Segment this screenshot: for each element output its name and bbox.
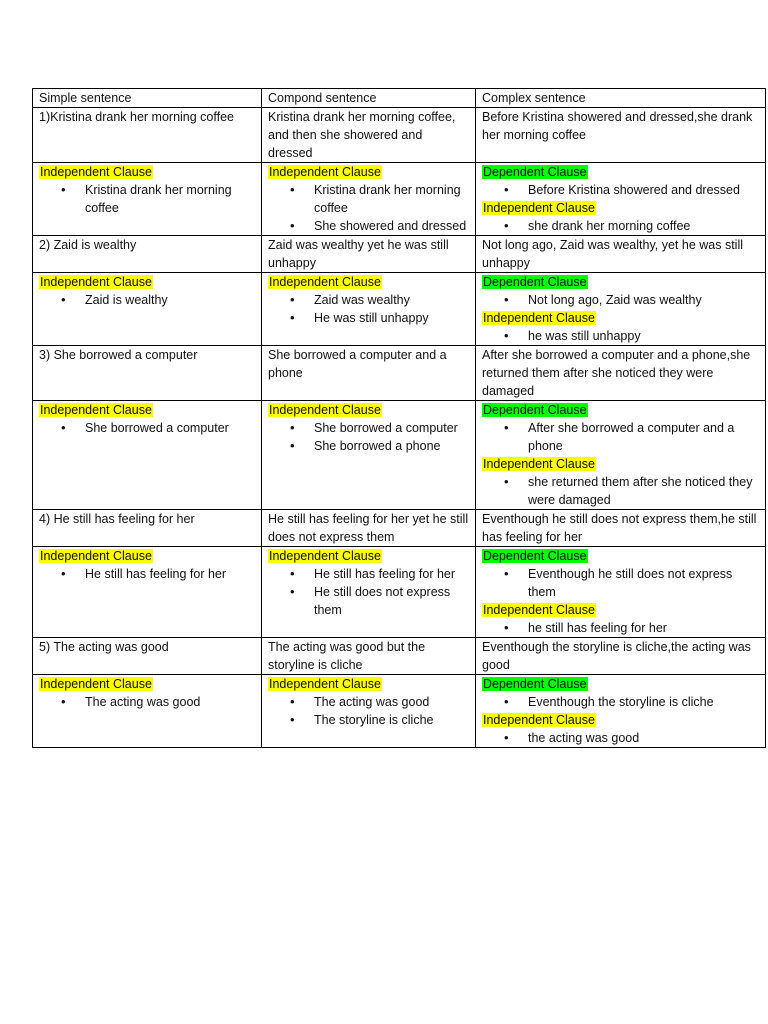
clause-item: • She borrowed a computer — [314, 419, 470, 437]
clause-item: • Kristina drank her morning coffee — [85, 181, 256, 217]
clause-item: • she returned them after she noticed they were damaged — [528, 473, 760, 509]
clause-item: • he still has feeling for her — [528, 619, 760, 637]
clause-item: • He still has feeling for her — [314, 565, 470, 583]
independent-clause-label — [482, 455, 760, 473]
clause-row — [33, 675, 766, 748]
clause-item: • Zaid was wealthy — [314, 291, 470, 309]
independent-clause-label — [39, 401, 256, 419]
header-row — [33, 89, 766, 108]
clause-item: • The acting was good — [85, 693, 256, 711]
compound-clauses-cell — [262, 675, 476, 748]
compound-clauses-cell — [262, 547, 476, 638]
header-compound: Compond sentence — [262, 89, 476, 108]
independent-clause-highlight: Independent Clause — [269, 275, 381, 289]
clause-list — [268, 181, 470, 235]
clause-item: • The acting was good — [314, 693, 470, 711]
clause-row — [33, 401, 766, 510]
clause-list — [482, 181, 760, 199]
independent-clause-highlight: Independent Clause — [483, 311, 595, 325]
dependent-clause-label — [482, 401, 760, 419]
clause-list — [39, 291, 256, 309]
clause-item: • he was still unhappy — [528, 327, 760, 345]
clause-item: • Zaid is wealthy — [85, 291, 256, 309]
clause-item: • Eventhough the storyline is cliche — [528, 693, 760, 711]
complex-clauses-cell — [476, 163, 766, 236]
independent-clause-label — [39, 675, 256, 693]
clause-item: • she drank her morning coffee — [528, 217, 760, 235]
independent-clause-label — [268, 163, 470, 181]
independent-clause-label — [39, 163, 256, 181]
dependent-clause-highlight: Dependent Clause — [483, 677, 587, 691]
compound-sentence-cell: The acting was good but the storyline is cliche — [262, 638, 476, 675]
simple-clauses-cell — [33, 547, 262, 638]
complex-clauses-cell — [476, 401, 766, 510]
complex-clauses-cell — [476, 273, 766, 346]
clause-list — [39, 181, 256, 217]
clause-list — [482, 473, 760, 509]
clause-item: • Eventhough he still does not express them — [528, 565, 760, 601]
independent-clause-highlight: Independent Clause — [483, 603, 595, 617]
clause-list — [39, 565, 256, 583]
clause-item: • He still has feeling for her — [85, 565, 256, 583]
compound-sentence-cell: Kristina drank her morning coffee, and then she showered and dressed — [262, 108, 476, 163]
clause-item: • The storyline is cliche — [314, 711, 470, 729]
clause-item: • Before Kristina showered and dressed — [528, 181, 760, 199]
sentence-row — [33, 236, 766, 273]
sentence-row — [33, 346, 766, 401]
compound-clauses-cell — [262, 163, 476, 236]
clause-list — [482, 291, 760, 309]
compound-sentence-cell: She borrowed a computer and a phone — [262, 346, 476, 401]
clause-list — [39, 419, 256, 437]
simple-sentence-cell: 4) He still has feeling for her — [33, 510, 262, 547]
complex-sentence-cell: Before Kristina showered and dressed,she drank her morning coffee — [476, 108, 766, 163]
complex-sentence-cell: Eventhough the storyline is cliche,the acting was good — [476, 638, 766, 675]
independent-clause-highlight: Independent Clause — [40, 403, 152, 417]
independent-clause-highlight: Independent Clause — [483, 457, 595, 471]
simple-sentence-cell: 5) The acting was good — [33, 638, 262, 675]
sentence-row — [33, 510, 766, 547]
clause-item: • After she borrowed a computer and a phone — [528, 419, 760, 455]
clause-list — [39, 693, 256, 711]
compound-clauses-cell — [262, 273, 476, 346]
simple-sentence-cell: 1)Kristina drank her morning coffee — [33, 108, 262, 163]
dependent-clause-label — [482, 163, 760, 181]
independent-clause-label — [482, 711, 760, 729]
clause-list — [268, 419, 470, 455]
complex-clauses-cell — [476, 675, 766, 748]
independent-clause-highlight: Independent Clause — [269, 549, 381, 563]
independent-clause-highlight: Independent Clause — [40, 275, 152, 289]
clause-list — [482, 729, 760, 747]
sentence-row — [33, 108, 766, 163]
independent-clause-label — [268, 273, 470, 291]
clause-item: • She showered and dressed — [314, 217, 470, 235]
clause-list — [482, 217, 760, 235]
clause-item: • He was still unhappy — [314, 309, 470, 327]
clause-item: • He still does not express them — [314, 583, 470, 619]
independent-clause-highlight: Independent Clause — [269, 165, 381, 179]
independent-clause-label — [39, 273, 256, 291]
dependent-clause-label — [482, 675, 760, 693]
clause-row — [33, 163, 766, 236]
compound-sentence-cell: Zaid was wealthy yet he was still unhappy — [262, 236, 476, 273]
clause-list — [482, 565, 760, 601]
simple-clauses-cell — [33, 401, 262, 510]
clause-item: • She borrowed a computer — [85, 419, 256, 437]
independent-clause-label — [268, 401, 470, 419]
table-body — [33, 89, 766, 748]
clause-item: • the acting was good — [528, 729, 760, 747]
independent-clause-label — [482, 199, 760, 217]
compound-clauses-cell — [262, 401, 476, 510]
independent-clause-highlight: Independent Clause — [40, 165, 152, 179]
dependent-clause-highlight: Dependent Clause — [483, 549, 587, 563]
complex-sentence-cell: After she borrowed a computer and a phone,she returned them after she noticed they were damaged — [476, 346, 766, 401]
dependent-clause-label — [482, 273, 760, 291]
clause-row — [33, 273, 766, 346]
clause-item: • She borrowed a phone — [314, 437, 470, 455]
independent-clause-label — [39, 547, 256, 565]
independent-clause-label — [268, 547, 470, 565]
dependent-clause-highlight: Dependent Clause — [483, 275, 587, 289]
clause-list — [268, 565, 470, 619]
clause-list — [482, 693, 760, 711]
simple-clauses-cell — [33, 163, 262, 236]
dependent-clause-highlight: Dependent Clause — [483, 403, 587, 417]
clause-list — [268, 291, 470, 327]
dependent-clause-label — [482, 547, 760, 565]
sentence-types-table — [32, 88, 766, 748]
dependent-clause-highlight: Dependent Clause — [483, 165, 587, 179]
independent-clause-label — [482, 309, 760, 327]
clause-list — [268, 693, 470, 729]
simple-sentence-cell: 3) She borrowed a computer — [33, 346, 262, 401]
clause-row — [33, 547, 766, 638]
independent-clause-highlight: Independent Clause — [269, 403, 381, 417]
header-simple: Simple sentence — [33, 89, 262, 108]
independent-clause-highlight: Independent Clause — [269, 677, 381, 691]
clause-list — [482, 619, 760, 637]
simple-clauses-cell — [33, 273, 262, 346]
clause-item: • Not long ago, Zaid was wealthy — [528, 291, 760, 309]
clause-list — [482, 419, 760, 455]
clause-list — [482, 327, 760, 345]
complex-sentence-cell: Eventhough he still does not express them,he still has feeling for her — [476, 510, 766, 547]
sentence-row — [33, 638, 766, 675]
independent-clause-label — [482, 601, 760, 619]
independent-clause-highlight: Independent Clause — [40, 549, 152, 563]
independent-clause-highlight: Independent Clause — [483, 201, 595, 215]
simple-sentence-cell: 2) Zaid is wealthy — [33, 236, 262, 273]
independent-clause-highlight: Independent Clause — [483, 713, 595, 727]
independent-clause-label — [268, 675, 470, 693]
simple-clauses-cell — [33, 675, 262, 748]
compound-sentence-cell: He still has feeling for her yet he still does not express them — [262, 510, 476, 547]
header-complex: Complex sentence — [476, 89, 766, 108]
complex-clauses-cell — [476, 547, 766, 638]
complex-sentence-cell: Not long ago, Zaid was wealthy, yet he was still unhappy — [476, 236, 766, 273]
clause-item: • Kristina drank her morning coffee — [314, 181, 470, 217]
independent-clause-highlight: Independent Clause — [40, 677, 152, 691]
